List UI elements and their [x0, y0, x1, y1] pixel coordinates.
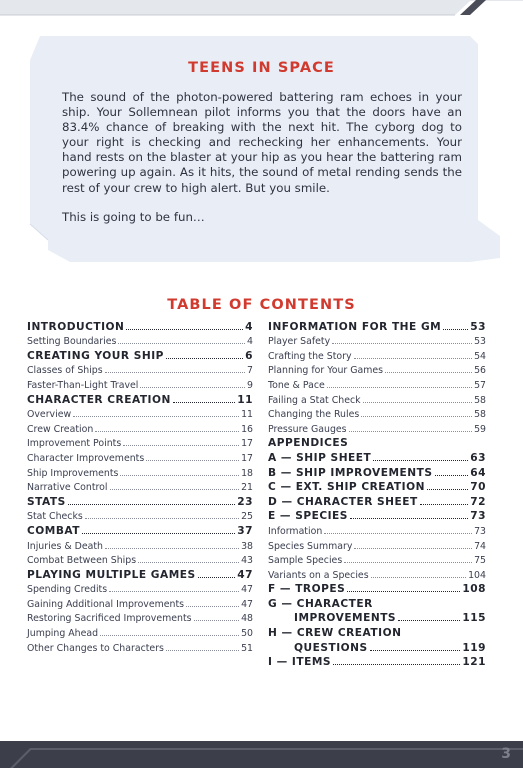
toc-leader-dots: [373, 460, 468, 461]
toc-entry-label: INFORMATION FOR THE GM: [268, 320, 442, 333]
toc-section-heading: [27, 391, 253, 406]
toc-right-column: [268, 318, 486, 668]
toc-leader-dots: [354, 548, 472, 549]
toc-section-heading: [268, 654, 486, 669]
toc-entry: [268, 347, 486, 362]
toc-page-number: 6: [245, 349, 253, 362]
toc-page-number: 72: [470, 495, 486, 508]
toc-page-number: 21: [241, 482, 253, 494]
toc-entry: [27, 595, 253, 610]
toc-page-number: 73: [474, 525, 486, 537]
toc-leader-dots: [95, 431, 239, 432]
toc-entry: [27, 449, 253, 464]
toc-leader-dots: [73, 416, 239, 417]
toc-page-number: 119: [462, 641, 486, 654]
toc-section-heading: [268, 639, 486, 654]
toc-leader-dots: [166, 358, 243, 359]
toc-section-heading: [268, 435, 486, 450]
toc-entry-label: CREATING YOUR SHIP: [27, 349, 164, 362]
toc-entry-label: Crafting the Story: [268, 350, 352, 362]
toc-entry-label: PLAYING MULTIPLE GAMES: [27, 568, 196, 581]
toc-section-heading: [268, 508, 486, 523]
toc-page-number: 63: [470, 451, 486, 464]
toc-entry-label: Variants on a Species: [268, 569, 369, 581]
toc-entry: [268, 391, 486, 406]
toc-page-number: 50: [241, 628, 253, 640]
toc-page-number: 17: [241, 438, 253, 450]
toc-leader-dots: [435, 475, 469, 476]
toc-leader-dots: [140, 387, 245, 388]
toc-leader-dots: [146, 460, 239, 461]
toc-leader-dots: [327, 387, 472, 388]
toc-entry: [268, 566, 486, 581]
toc-entry-label: Pressure Gauges: [268, 423, 347, 435]
toc-page-number: 4: [247, 336, 253, 348]
toc-entry: [27, 610, 253, 625]
toc-page-number: 53: [474, 336, 486, 348]
toc-section-heading: [27, 318, 253, 333]
toc-leader-dots: [344, 562, 472, 563]
toc-leader-dots: [332, 343, 472, 344]
toc-entry-label: E — SPECIES: [268, 510, 348, 523]
toc-entry-label: QUESTIONS: [294, 641, 368, 654]
toc-leader-dots: [385, 372, 472, 373]
toc-entry: [27, 333, 253, 348]
footer-bar: [0, 741, 523, 768]
toc-entry-label: Overview: [27, 409, 72, 421]
toc-leader-dots: [324, 533, 472, 534]
toc-entry: [27, 624, 253, 639]
toc-page-number: 25: [241, 511, 253, 523]
toc-entry-label: Restoring Sacrificed Improvements: [27, 613, 192, 625]
toc-entry-label: Species Summary: [268, 540, 353, 552]
toc-entry: [27, 376, 253, 391]
toc-entry-label: Crew Creation: [27, 423, 94, 435]
toc-section-heading: [268, 464, 486, 479]
toc-leader-dots: [427, 489, 468, 490]
toc-page-number: 37: [237, 524, 253, 537]
toc-section-heading: [268, 493, 486, 508]
toc-page-number: 74: [474, 540, 486, 552]
toc-entry-label: INTRODUCTION: [27, 320, 125, 333]
toc-section-heading: [268, 624, 486, 639]
intro-title: TEENS IN SPACE: [188, 60, 335, 76]
toc-section-heading: [268, 318, 486, 333]
toc-leader-dots: [109, 591, 239, 592]
toc-entry-label: F — TROPES: [268, 583, 346, 596]
toc-entry-label: Jumping Ahead: [27, 628, 99, 640]
toc-entry-label: Improvement Points: [27, 438, 122, 450]
toc-entry: [27, 537, 253, 552]
toc-page-number: 47: [241, 598, 253, 610]
toc-leader-dots: [82, 533, 235, 534]
toc-leader-dots: [354, 358, 472, 359]
toc-entry-label: Other Changes to Characters: [27, 642, 164, 654]
toc-leader-dots: [350, 518, 468, 519]
toc-page-number: 23: [237, 495, 253, 508]
toc-leader-dots: [398, 620, 460, 621]
toc-leader-dots: [420, 504, 469, 505]
toc-leader-dots: [333, 664, 460, 665]
toc-leader-dots: [194, 620, 240, 621]
toc-entry: [27, 581, 253, 596]
toc-entry-label: Narrative Control: [27, 482, 108, 494]
toc-leader-dots: [443, 329, 468, 330]
toc-section-heading: [268, 595, 486, 610]
toc-section-heading: [268, 610, 486, 625]
toc-page-number: 53: [470, 320, 486, 333]
toc-leader-dots: [85, 518, 239, 519]
toc-entry-label: B — SHIP IMPROVEMENTS: [268, 466, 433, 479]
toc-page-number: 38: [241, 540, 253, 552]
toc-page-number: 16: [241, 423, 253, 435]
toc-entry-label: IMPROVEMENTS: [294, 612, 397, 625]
toc-leader-dots: [349, 431, 472, 432]
toc-entry-label: Combat Between Ships: [27, 555, 137, 567]
toc-entry-label: Setting Boundaries: [27, 336, 117, 348]
intro-text: [62, 90, 462, 239]
toc-page-number: 11: [241, 409, 253, 421]
toc-leader-dots: [186, 606, 239, 607]
toc-leader-dots: [370, 650, 461, 651]
toc-entry: [268, 362, 486, 377]
toc-leader-dots: [198, 577, 236, 578]
toc-entry-label: Character Improvements: [27, 452, 145, 464]
toc-entry-label: Ship Improvements: [27, 467, 119, 479]
toc-leader-dots: [138, 562, 239, 563]
intro-paragraph: This is going to be fun…: [62, 209, 205, 224]
page-number: 3: [501, 746, 511, 762]
toc-leader-dots: [110, 489, 240, 490]
toc-entry-label: Faster-Than-Light Travel: [27, 379, 139, 391]
toc-leader-dots: [123, 445, 239, 446]
toc-entry: [27, 362, 253, 377]
toc-entry-label: Spending Credits: [27, 584, 108, 596]
toc-entry: [268, 552, 486, 567]
toc-left-column: [27, 318, 253, 654]
toc-entry-label: H — CREW CREATION: [268, 627, 402, 640]
toc-leader-dots: [363, 402, 473, 403]
toc-entry-label: A — SHIP SHEET: [268, 451, 372, 464]
toc-section-heading: [268, 449, 486, 464]
toc-leader-dots: [361, 416, 472, 417]
toc-leader-dots: [173, 402, 235, 403]
toc-entry: [27, 435, 253, 450]
toc-page-number: 64: [470, 466, 486, 479]
toc-leader-dots: [100, 635, 239, 636]
toc-entry-label: Failing a Stat Check: [268, 394, 361, 406]
toc-page-number: 104: [468, 569, 486, 581]
toc-entry: [27, 508, 253, 523]
toc-page-number: 17: [241, 452, 253, 464]
toc-page-number: 51: [241, 642, 253, 654]
toc-page-number: 11: [237, 393, 253, 406]
toc-entry: [268, 376, 486, 391]
toc-entry-label: Classes of Ships: [27, 365, 103, 377]
toc-page-number: 4: [245, 320, 253, 333]
toc-page-number: 58: [474, 394, 486, 406]
toc-entry: [27, 406, 253, 421]
toc-page-number: 7: [247, 365, 253, 377]
toc-leader-dots: [105, 372, 245, 373]
toc-page-number: 57: [474, 379, 486, 391]
toc-leader-dots: [118, 343, 245, 344]
toc-page-number: 121: [462, 656, 486, 669]
toc-entry-label: I — ITEMS: [268, 656, 331, 669]
toc-page-number: 47: [237, 568, 253, 581]
toc-page-number: 48: [241, 613, 253, 625]
toc-leader-dots: [105, 548, 239, 549]
toc-entry-label: Planning for Your Games: [268, 365, 384, 377]
toc-entry: [268, 406, 486, 421]
toc-page-number: 54: [474, 350, 486, 362]
toc-page-number: 56: [474, 365, 486, 377]
toc-entry: [268, 537, 486, 552]
toc-page-number: 115: [462, 612, 486, 625]
toc-entry: [27, 639, 253, 654]
toc-page-number: 47: [241, 584, 253, 596]
toc-entry-label: Player Safety: [268, 336, 331, 348]
toc-entry: [27, 479, 253, 494]
toc-entry: [268, 420, 486, 435]
toc-section-heading: [268, 581, 486, 596]
toc-page-number: 73: [470, 510, 486, 523]
toc-leader-dots: [126, 329, 243, 330]
toc-entry-label: Information: [268, 525, 323, 537]
toc-title: TABLE OF CONTENTS: [167, 297, 356, 313]
toc-leader-dots: [68, 504, 235, 505]
toc-entry: [27, 552, 253, 567]
footer-stripe-decoration: [0, 741, 523, 768]
toc-leader-dots: [371, 577, 467, 578]
toc-entry-label: APPENDICES: [268, 437, 349, 450]
toc-page-number: 108: [462, 583, 486, 596]
intro-paragraph: The sound of the photon-powered battering ram echoes in your ship. Your Sollemnean pilot informs you that the doors have an 83.4% chance of breaking with the next hit. The cyborg dog to your right is checking and rechecking her enhancements. Your hand rests on the blaster at your hip as you hear the battering ram powering up again. As it hits, the sound of metal rending sends the rest of your crew to high alert. But you smile.: [62, 90, 462, 195]
toc-page-number: 9: [247, 379, 253, 391]
toc-section-heading: [268, 479, 486, 494]
toc-leader-dots: [120, 475, 239, 476]
toc-page-number: 58: [474, 409, 486, 421]
toc-entry: [268, 333, 486, 348]
toc-entry-label: Sample Species: [268, 555, 343, 567]
toc-entry-label: D — CHARACTER SHEET: [268, 495, 418, 508]
toc-entry-label: Injuries & Death: [27, 540, 103, 552]
toc-page-number: 59: [474, 423, 486, 435]
toc-page-number: 75: [474, 555, 486, 567]
toc-entry-label: CHARACTER CREATION: [27, 393, 171, 406]
toc-page-number: 43: [241, 555, 253, 567]
toc-section-heading: [27, 522, 253, 537]
toc-entry-label: Gaining Additional Improvements: [27, 598, 185, 610]
toc-section-heading: [27, 347, 253, 362]
toc-page-number: 70: [470, 481, 486, 494]
toc-entry-label: G — CHARACTER: [268, 597, 373, 610]
toc-page-number: 18: [241, 467, 253, 479]
toc-leader-dots: [347, 591, 460, 592]
toc-entry-label: Tone & Pace: [268, 379, 325, 391]
toc-entry-label: C — EXT. SHIP CREATION: [268, 481, 425, 494]
toc-leader-dots: [166, 650, 239, 651]
toc-entry-label: STATS: [27, 495, 66, 508]
toc-entry: [268, 522, 486, 537]
toc-entry: [27, 420, 253, 435]
toc-section-heading: [27, 566, 253, 581]
toc-entry: [27, 464, 253, 479]
toc-section-heading: [27, 493, 253, 508]
toc-entry-label: COMBAT: [27, 524, 80, 537]
toc-entry-label: Changing the Rules: [268, 409, 360, 421]
toc-entry-label: Stat Checks: [27, 511, 83, 523]
